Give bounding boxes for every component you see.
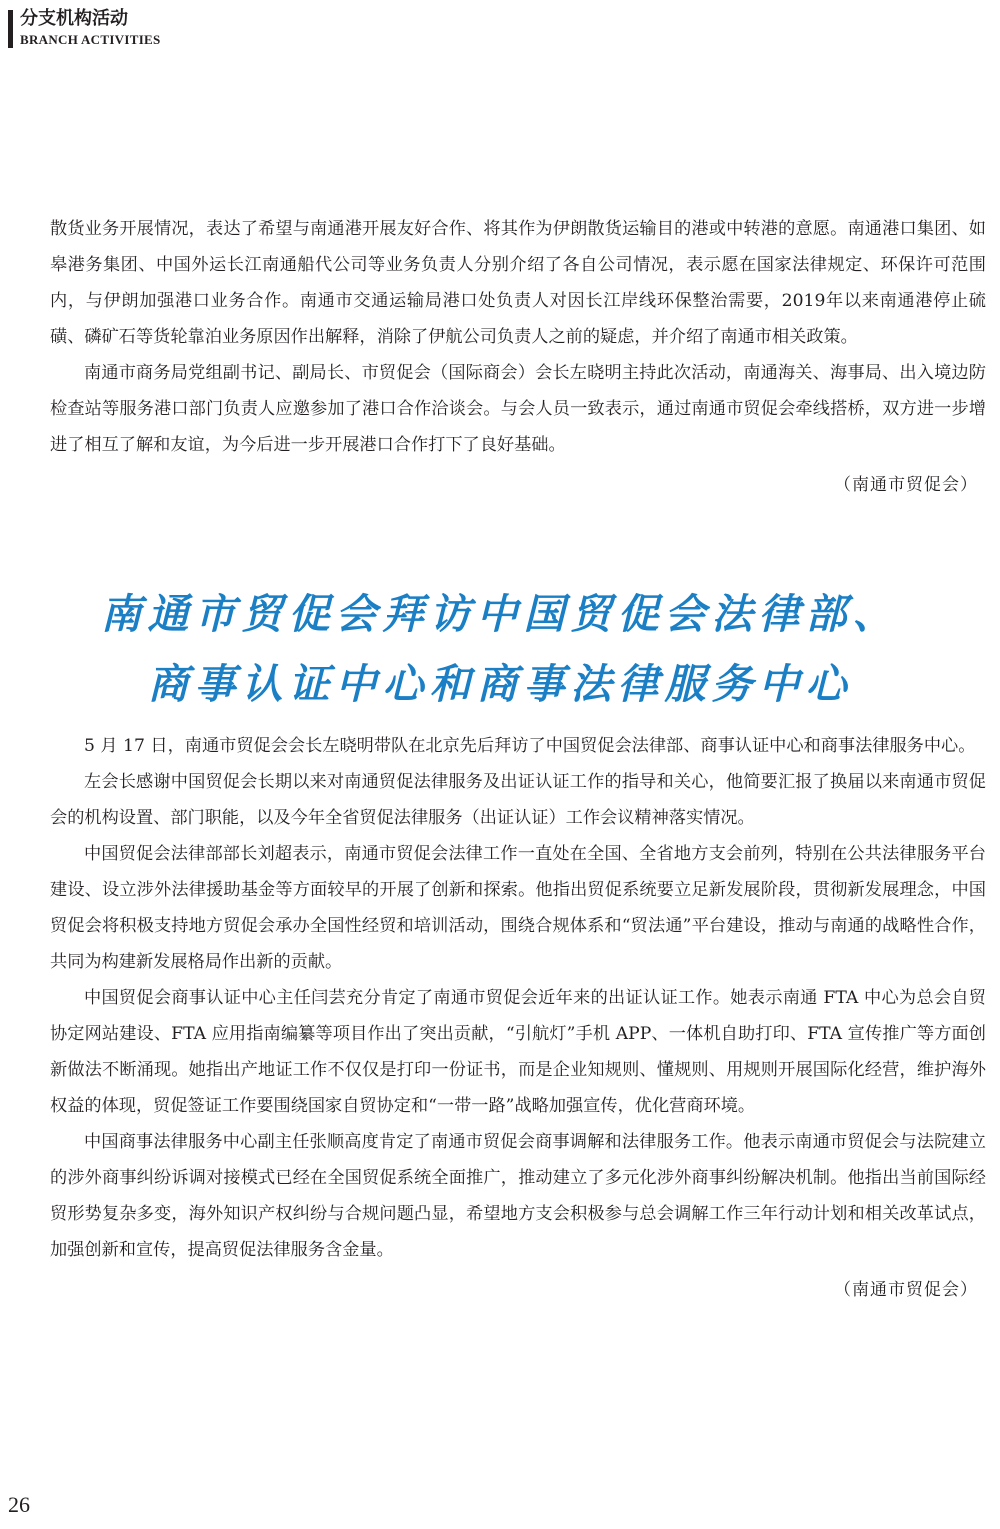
article2-paragraph: 中国贸促会法律部部长刘超表示，南通市贸促会法律工作一直处在全国、全省地方支会前列，特别在公共法律服务平台建设、设立涉外法律援助基金等方面较早的开展了创新和探索。他指出贸促系统要立足新发展阶段，贯彻新发展理念，中国贸促会将积极支持地方贸促会承办全国性经贸和培训活动，围绕合规体系和“贸法通”平台建设，推动与南通的战略性合作，共同为构建新发展格局作出新的贡献。 (50, 844, 986, 972)
article2-paragraph: 中国商事法律服务中心副主任张顺高度肯定了南通市贸促会商事调解和法律服务工作。他表示南通市贸促会与法院建立的涉外商事纠纷诉调对接模式已经在全国贸促系统全面推广，推动建立了多元化涉外商事纠纷解决机制。他指出当前国际经贸形势复杂多变，海外知识产权纠纷与合规问题凸显，希望地方支会积极参与总会调解工作三年行动计划和相关改革试点，加强创新和宣传，提高贸促法律服务含金量。 (50, 1132, 986, 1260)
article2-source: （南通市贸促会） (834, 1280, 978, 1300)
article1-source: （南通市贸促会） (834, 475, 978, 495)
article2-paragraph: 左会长感谢中国贸促会长期以来对南通贸促法律服务及出证认证工作的指导和关心，他简要汇报了换届以来南通市贸促会的机构设置、部门职能，以及今年全省贸促法律服务（出证认证）工作会议精神落实情况。 (50, 772, 986, 828)
article1-paragraph: 南通市商务局党组副书记、副局长、市贸促会（国际商会）会长左晓明主持此次活动，南通海关、海事局、出入境边防检查站等服务港口部门负责人应邀参加了港口合作洽谈会。与会人员一致表示，通过南通市贸促会牵线搭桥，双方进一步增进了相互了解和友谊，为今后进一步开展港口合作打下了良好基础。 (50, 363, 986, 455)
article2-paragraph: 5 月 17 日，南通市贸促会会长左晓明带队在北京先后拜访了中国贸促会法律部、商事认证中心和商事法律服务中心。 (84, 736, 976, 756)
article2-title-line2: 商事认证中心和商事法律服务中心 (147, 660, 853, 708)
article2-paragraph: 中国贸促会商事认证中心主任闫芸充分肯定了南通市贸促会近年来的出证认证工作。她表示南通 FTA 中心为总会自贸协定网站建设、FTA 应用指南编纂等项目作出了突出贡献，“引航灯”手机 APP、一体机自助打印、FTA 宣传推广等方面创新做法不断涌现。她指出产地证工作不仅仅是打印一份证书，而是企业知规则、懂规则、用规则开展国际化经营，维护海外权益的体现，贸促签证工作要围绕国家自贸协定和“一带一路”战略加强宣传，优化营商环境。 (50, 988, 986, 1116)
section-title-en: BRANCH ACTIVITIES (20, 32, 161, 47)
article2-body (50, 728, 986, 1308)
article1-paragraph: 散货业务开展情况，表达了希望与南通港开展友好合作、将其作为伊朗散货运输目的港或中转港的意愿。南通港口集团、如皋港务集团、中国外运长江南通船代公司等业务负责人分别介绍了各自公司情况，表示愿在国家法律规定、环保许可范围内，与伊朗加强港口业务合作。南通市交通运输局港口处负责人对因长江岸线环保整治需要，2019年以来南通港停止硫磺、磷矿石等货轮靠泊业务原因作出解释，消除了伊航公司负责人之前的疑虑，并介绍了南通市相关政策。 (50, 219, 986, 347)
page-number: 26 (8, 1492, 30, 1517)
section-title-cn: 分支机构活动 (20, 8, 128, 29)
article2-title-line1: 南通市贸促会拜访中国贸促会法律部、 (100, 590, 900, 638)
header-accent-bar (8, 10, 13, 48)
article-continued (50, 211, 986, 503)
